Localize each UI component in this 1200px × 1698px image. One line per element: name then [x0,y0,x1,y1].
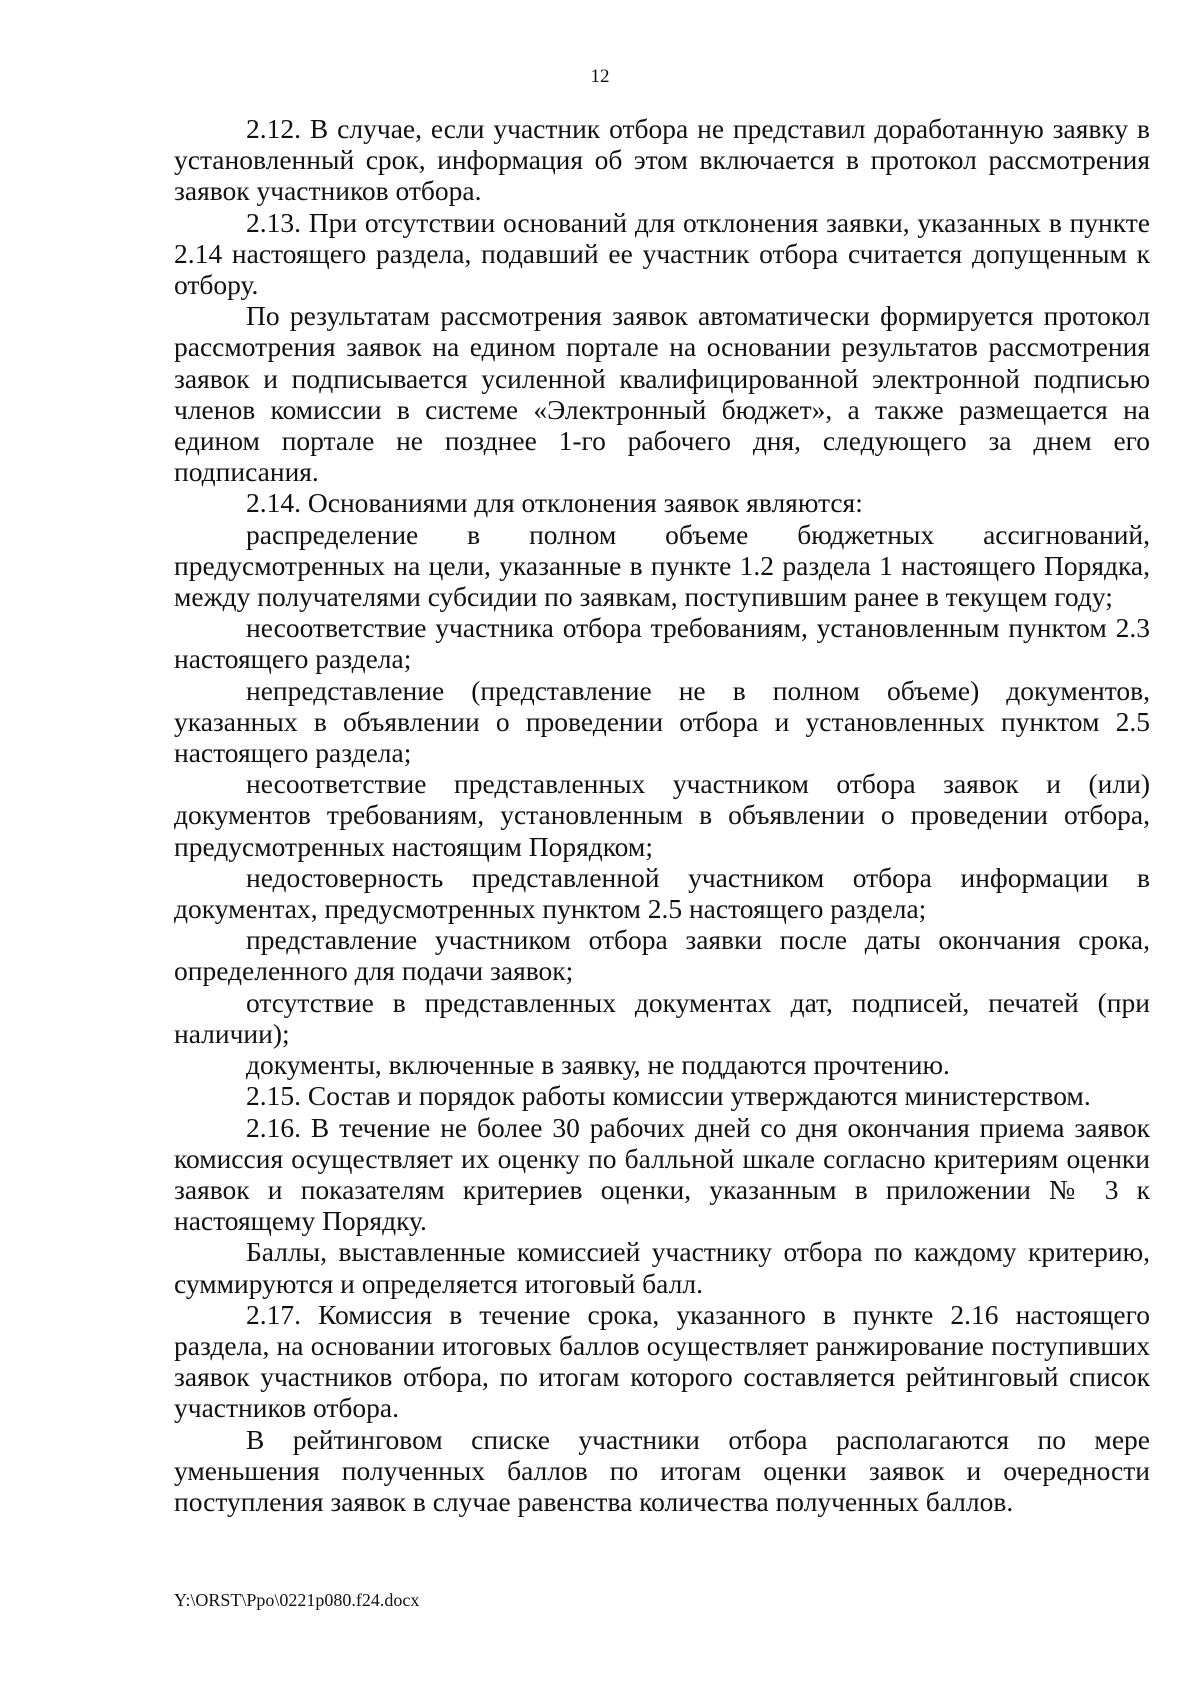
paragraph-2-13: 2.13. При отсутствии оснований для отклонения заявки, указанных в пункте 2.14 настоящего раздела, подавший ее участник отбора считается допущенным к отбору. [174,206,1150,301]
paragraph-scores: Баллы, выставленные комиссией участнику отбора по каждому критерию, суммируются и определяется итоговый балл. [174,1236,1150,1299]
paragraph-rating-list: В рейтинговом списке участники отбора располагаются по мере уменьшения полученных баллов по итогам оценки заявок и очередности поступления заявок в случае равенства количества полученных баллов. [174,1423,1150,1517]
footer-file-path: Y:\ORST\Ppo\0221p080.f24.docx [174,1590,420,1610]
document-body [174,113,1150,1517]
paragraph-2-15: 2.15. Состав и порядок работы комиссии утверждаются министерством. [246,1080,1091,1112]
list-item: отсутствие в представленных документах дат, подписей, печатей (при наличии); [174,986,1150,1049]
paragraph-2-17: 2.17. Комиссия в течение срока, указанного в пункте 2.16 настоящего раздела, на основании итоговых баллов осуществляет ранжирование поступивших заявок участников отбора, по итогам которого составляется рейтинговый список участников отбора. [174,1298,1150,1424]
list-item: непредставление (представление не в полном объеме) документов, указанных в объявлении о проведении отбора и установленных пунктом 2.5 настоящего раздела; [174,674,1150,769]
page-number: 12 [590,66,610,87]
list-item: документы, включенные в заявку, не поддаются прочтению. [246,1049,950,1081]
paragraph-protocol: По результатам рассмотрения заявок автоматически формируется протокол рассмотрения заявок на едином портале на основании результатов рассмотрения заявок и подписывается усиленной квалифицированной электронной подписью членов комиссии в системе «Электронный бюджет», а также размещается на едином портале не позднее 1-го рабочего дня, следующего за днем его подписания. [174,300,1150,488]
paragraph-2-14: 2.14. Основаниями для отклонения заявок являются: [246,487,863,519]
list-item: недостоверность представленной участником отбора информации в документах, предусмотренных пунктом 2.5 настоящего раздела; [174,861,1150,925]
list-item: несоответствие участника отбора требованиям, установленным пунктом 2.3 настоящего раздела; [174,612,1150,675]
list-item: распределение в полном объеме бюджетных ассигнований, предусмотренных на цели, указанные в пункте 1.2 раздела 1 настоящего Порядка, между получателями субсидии по заявкам, поступившим ранее в текущем году; [174,518,1150,613]
list-item: несоответствие представленных участником отбора заявок и (или) документов требованиям, установленным в объявлении о проведении отбора, предусмотренных настоящим Порядком; [174,768,1150,862]
paragraph-2-16: 2.16. В течение не более 30 рабочих дней со дня окончания приема заявок комиссия осуществляет их оценку по балльной шкале согласно критериям оценки заявок и показателям критериев оценки, указанным в приложении № 3 к настоящему Порядку. [174,1111,1150,1237]
paragraph-2-12: 2.12. В случае, если участник отбора не представил доработанную заявку в установленный срок, информация об этом включается в протокол рассмотрения заявок участников отбора. [174,113,1150,207]
list-item: представление участником отбора заявки после даты окончания срока, определенного для подачи заявок; [174,924,1150,987]
